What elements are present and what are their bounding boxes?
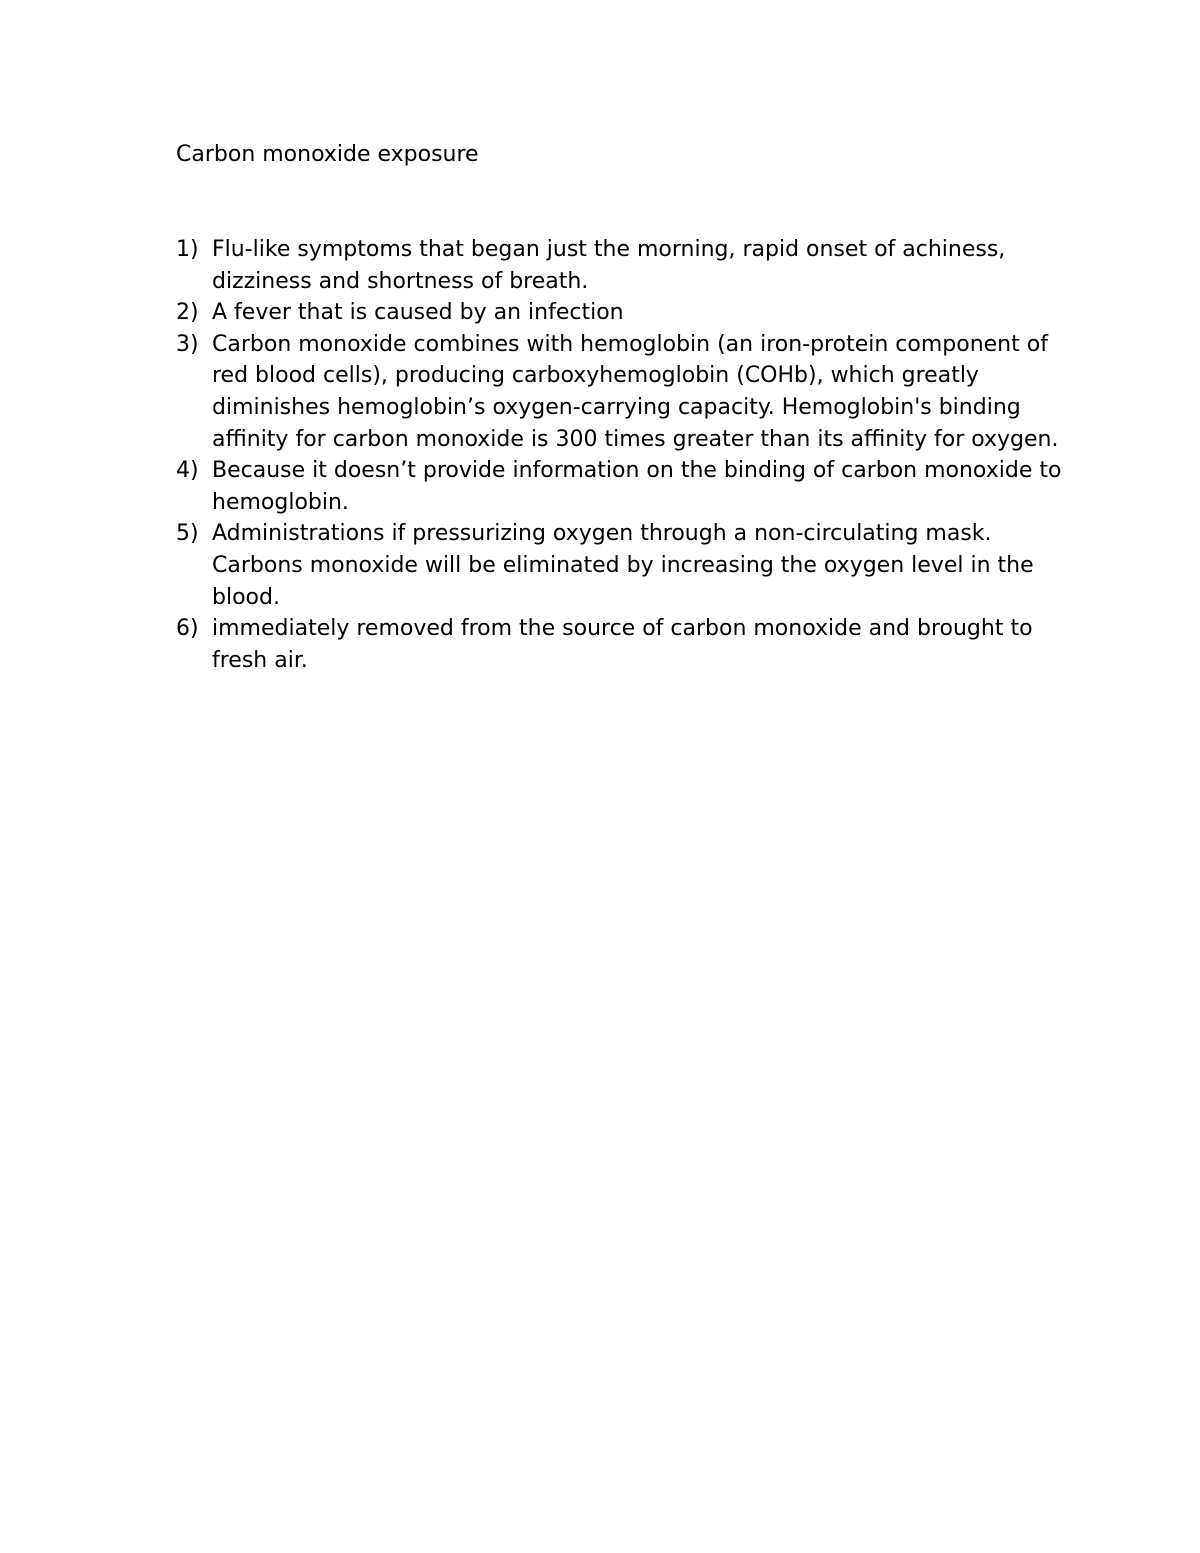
list-item-text: Administrations if pressurizing oxygen through a non-circulating mask. Carbons monoxide will be eliminated by increasing the oxygen level in the blood.	[212, 521, 1034, 610]
list-item-number: 3)	[176, 331, 199, 357]
list-item	[176, 455, 1076, 518]
list-item-number: 6)	[176, 616, 199, 642]
list-item-text: immediately removed from the source of carbon monoxide and brought to fresh air.	[212, 616, 1033, 673]
list-item	[176, 297, 1076, 329]
list-item	[176, 234, 1076, 297]
list-item-text: Because it doesn’t provide information on the binding of carbon monoxide to hemoglobin.	[212, 458, 1062, 515]
list-item	[176, 518, 1076, 613]
list-item-text: Flu-like symptoms that began just the morning, rapid onset of achiness, dizziness and shortness of breath.	[212, 237, 1006, 294]
list-item-number: 1)	[176, 237, 199, 262]
list-item-text: A fever that is caused by an infection	[212, 300, 624, 326]
list-item-number: 5)	[176, 521, 199, 547]
list-item-number: 4)	[176, 458, 199, 484]
list-item-text: Carbon monoxide combines with hemoglobin (an iron-protein component of red blood cells), producing carboxyhemoglobin (COHb), which greatly diminishes hemoglobin’s oxygen-carrying capacity. Hemoglobin's binding affinity for carbon monoxide is 300 times greater than its affinity for oxygen.	[212, 331, 1059, 452]
list-item	[176, 613, 1076, 676]
answer-list	[176, 234, 1076, 676]
list-item	[176, 329, 1076, 455]
document-title: Carbon monoxide exposure	[176, 142, 479, 167]
list-item-number: 2)	[176, 300, 199, 326]
